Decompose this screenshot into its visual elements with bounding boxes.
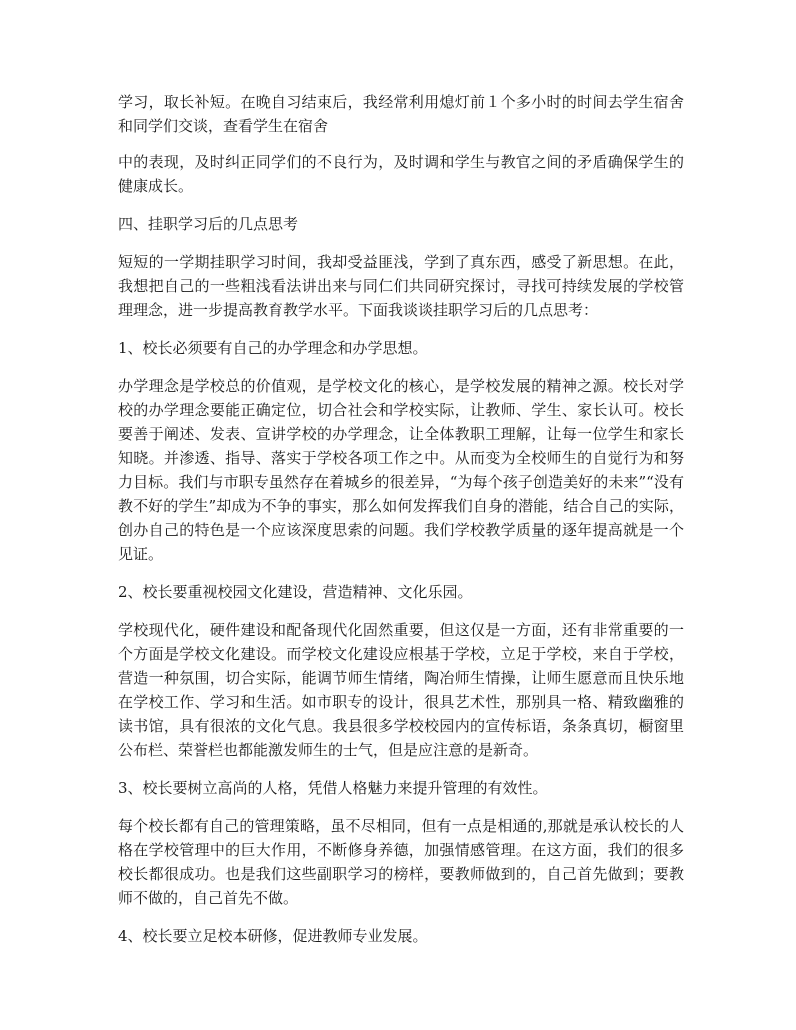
section-heading: 四、挂职学习后的几点思考 (118, 215, 299, 233)
paragraph-continuation: 学习，取长补短。在晚自习结束后，我经常利用熄灯前１个多小时的时间去学生宿舍和同学们交谈，查看学生在宿舍 (118, 93, 684, 135)
paragraph-point-3: 每个校长都有自己的管理策略，虽不尽相同，但有一点是相通的,那就是承认校长的人格在学校管理中的巨大作用，不断修身养德，加强情感管理。在这方面，我们的很多校长都很成功。也是我们这些副职学习的榜样，要教师做到的，自己首先做到；要教师不做的，自己首先不做。 (118, 817, 684, 907)
point-heading-3: 3、校长要树立高尚的人格，凭借人格魅力来提升管理的有效性。 (118, 779, 548, 797)
paragraph-continuation-end: 中的表现，及时纠正同学们的不良行为，及时调和学生与教官之间的矛盾确保学生的健康成长。 (118, 153, 684, 195)
point-heading-2: 2、校长要重视校园文化建设，营造精神、文化乐园。 (118, 583, 473, 601)
paragraph-intro: 短短的一学期挂职学习时间，我却受益匪浅，学到了真东西，感受了新思想。在此，我想把自己的一些粗浅看法讲出来与同仁们共同研究探讨，寻找可持续发展的学校管理理念，进一步提高教育教学水平。下面我谈谈挂职学习后的几点思考： (118, 253, 684, 319)
point-heading-4: 4、校长要立足校本研修，促进教师专业发展。 (118, 927, 428, 945)
document-page (118, 90, 684, 948)
point-heading-1: 1、校长必须要有自己的办学理念和办学思想。 (118, 339, 428, 357)
paragraph-point-2: 学校现代化，硬件建设和配备现代化固然重要，但这仅是一方面，还有非常重要的一个方面是学校文化建设。而学校文化建设应根基于学校，立足于学校，来自于学校，营造一种氛围，切合实际，能调节师生情绪，陶冶师生情操，让师生愿意而且快乐地在学校工作、学习和生活。如市职专的设计，很具艺术性，那别具一格、精致幽雅的读书馆，具有很浓的文化气息。我县很多学校校园内的宣传标语，条条真切，橱窗里公布栏、荣誉栏也都能激发师生的士气，但是应注意的是新奇。 (118, 621, 684, 759)
paragraph-point-1: 办学理念是学校总的价值观，是学校文化的核心，是学校发展的精神之源。校长对学校的办学理念要能正确定位，切合社会和学校实际，让教师、学生、家长认可。校长要善于阐述、发表、宣讲学校的办学理念，让全体教职工理解，让每一位学生和家长知晓。并渗透、指导、落实于学校各项工作之中。从而变为全校师生的自觉行为和努力目标。我们与市职专虽然存在着城乡的很差异，“为每个孩子创造美好的未来”“没有教不好的学生”却成为不争的事实，那么如何发挥我们自身的潜能，结合自己的实际，创办自己的特色是一个应该深度思索的问题。我们学校教学质量的逐年提高就是一个见证。 (118, 377, 684, 563)
